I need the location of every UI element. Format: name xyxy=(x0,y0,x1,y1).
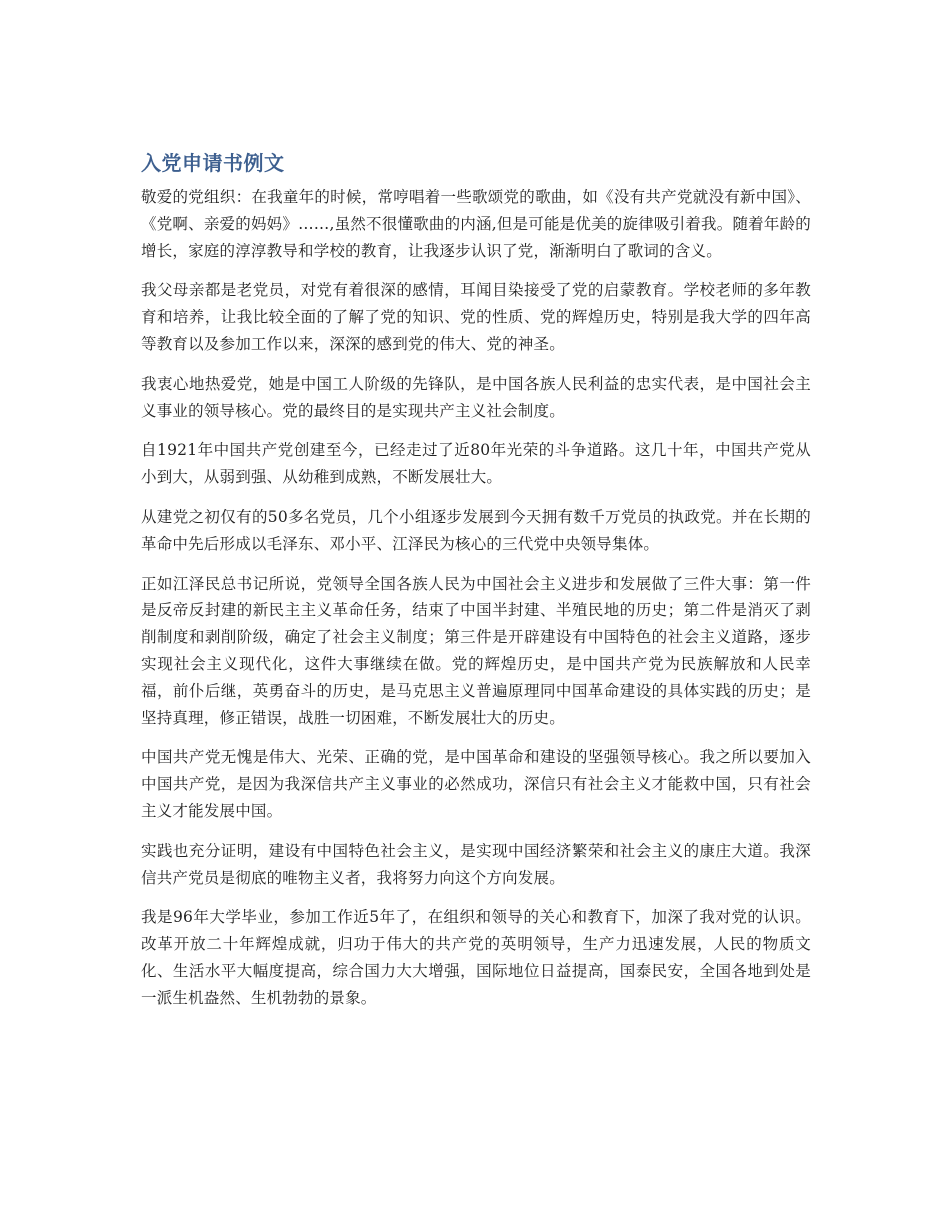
document-page xyxy=(141,148,811,1025)
document-title: 入党申请书例文 xyxy=(141,151,285,175)
paragraph-6: 正如江泽民总书记所说，党领导全国各族人民为中国社会主义进步和发展做了三件大事：第一件是反帝反封建的新民主主义革命任务，结束了中国半封建、半殖民地的历史；第二件是消灭了剥削制度和剥削阶级，确定了社会主义制度；第三件是开辟建设有中国特色的社会主义道路，逐步实现社会主义现代化，这件大事继续在做。党的辉煌历史，是中国共产党为民族解放和人民幸福，前仆后继，英勇奋斗的历史，是马克思主义普遍原理同中国革命建设的具体实践的历史；是坚持真理，修正错误，战胜一切困难，不断发展壮大的历史。 xyxy=(141,574,811,727)
paragraph-7: 中国共产党无愧是伟大、光荣、正确的党，是中国革命和建设的坚强领导核心。我之所以要加入中国共产党，是因为我深信共产主义事业的必然成功，深信只有社会主义才能救中国，只有社会主义才能发展中国。 xyxy=(141,748,811,820)
paragraph-2: 我父母亲都是老党员，对党有着很深的感情，耳闻目染接受了党的启蒙教育。学校老师的多年教育和培养，让我比较全面的了解了党的知识、党的性质、党的辉煌历史，特别是我大学的四年高等教育以及参加工作以来，深深的感到党的伟大、党的神圣。 xyxy=(141,281,811,353)
paragraph-4: 自1921年中国共产党创建至今，已经走过了近80年光荣的斗争道路。这几十年，中国共产党从小到大，从弱到强、从幼稚到成熟，不断发展壮大。 xyxy=(141,441,811,487)
paragraph-1: 敬爱的党组织：在我童年的时候，常哼唱着一些歌颂党的歌曲，如《没有共产党就没有新中国》、《党啊、亲爱的妈妈》……,虽然不很懂歌曲的内涵,但是可能是优美的旋律吸引着我。随着年龄的增长，家庭的淳淳教导和学校的教育，让我逐步认识了党，渐渐明白了歌词的含义。 xyxy=(141,188,811,260)
paragraph-5: 从建党之初仅有的50多名党员，几个小组逐步发展到今天拥有数千万党员的执政党。并在长期的革命中先后形成以毛泽东、邓小平、江泽民为核心的三代党中央领导集体。 xyxy=(141,507,811,553)
paragraph-9: 我是96年大学毕业，参加工作近5年了，在组织和领导的关心和教育下，加深了我对党的认识。改革开放二十年辉煌成就，归功于伟大的共产党的英明领导，生产力迅速发展，人民的物质文化、生活水平大幅度提高，综合国力大大增强，国际地位日益提高，国泰民安，全国各地到处是一派生机盎然、生机勃勃的景象。 xyxy=(141,908,811,1007)
paragraph-8: 实践也充分证明，建设有中国特色社会主义，是实现中国经济繁荣和社会主义的康庄大道。我深信共产党员是彻底的唯物主义者，我将努力向这个方向发展。 xyxy=(141,841,811,887)
paragraph-3: 我衷心地热爱党，她是中国工人阶级的先锋队，是中国各族人民利益的忠实代表，是中国社会主义事业的领导核心。党的最终目的是实现共产主义社会制度。 xyxy=(141,374,811,420)
